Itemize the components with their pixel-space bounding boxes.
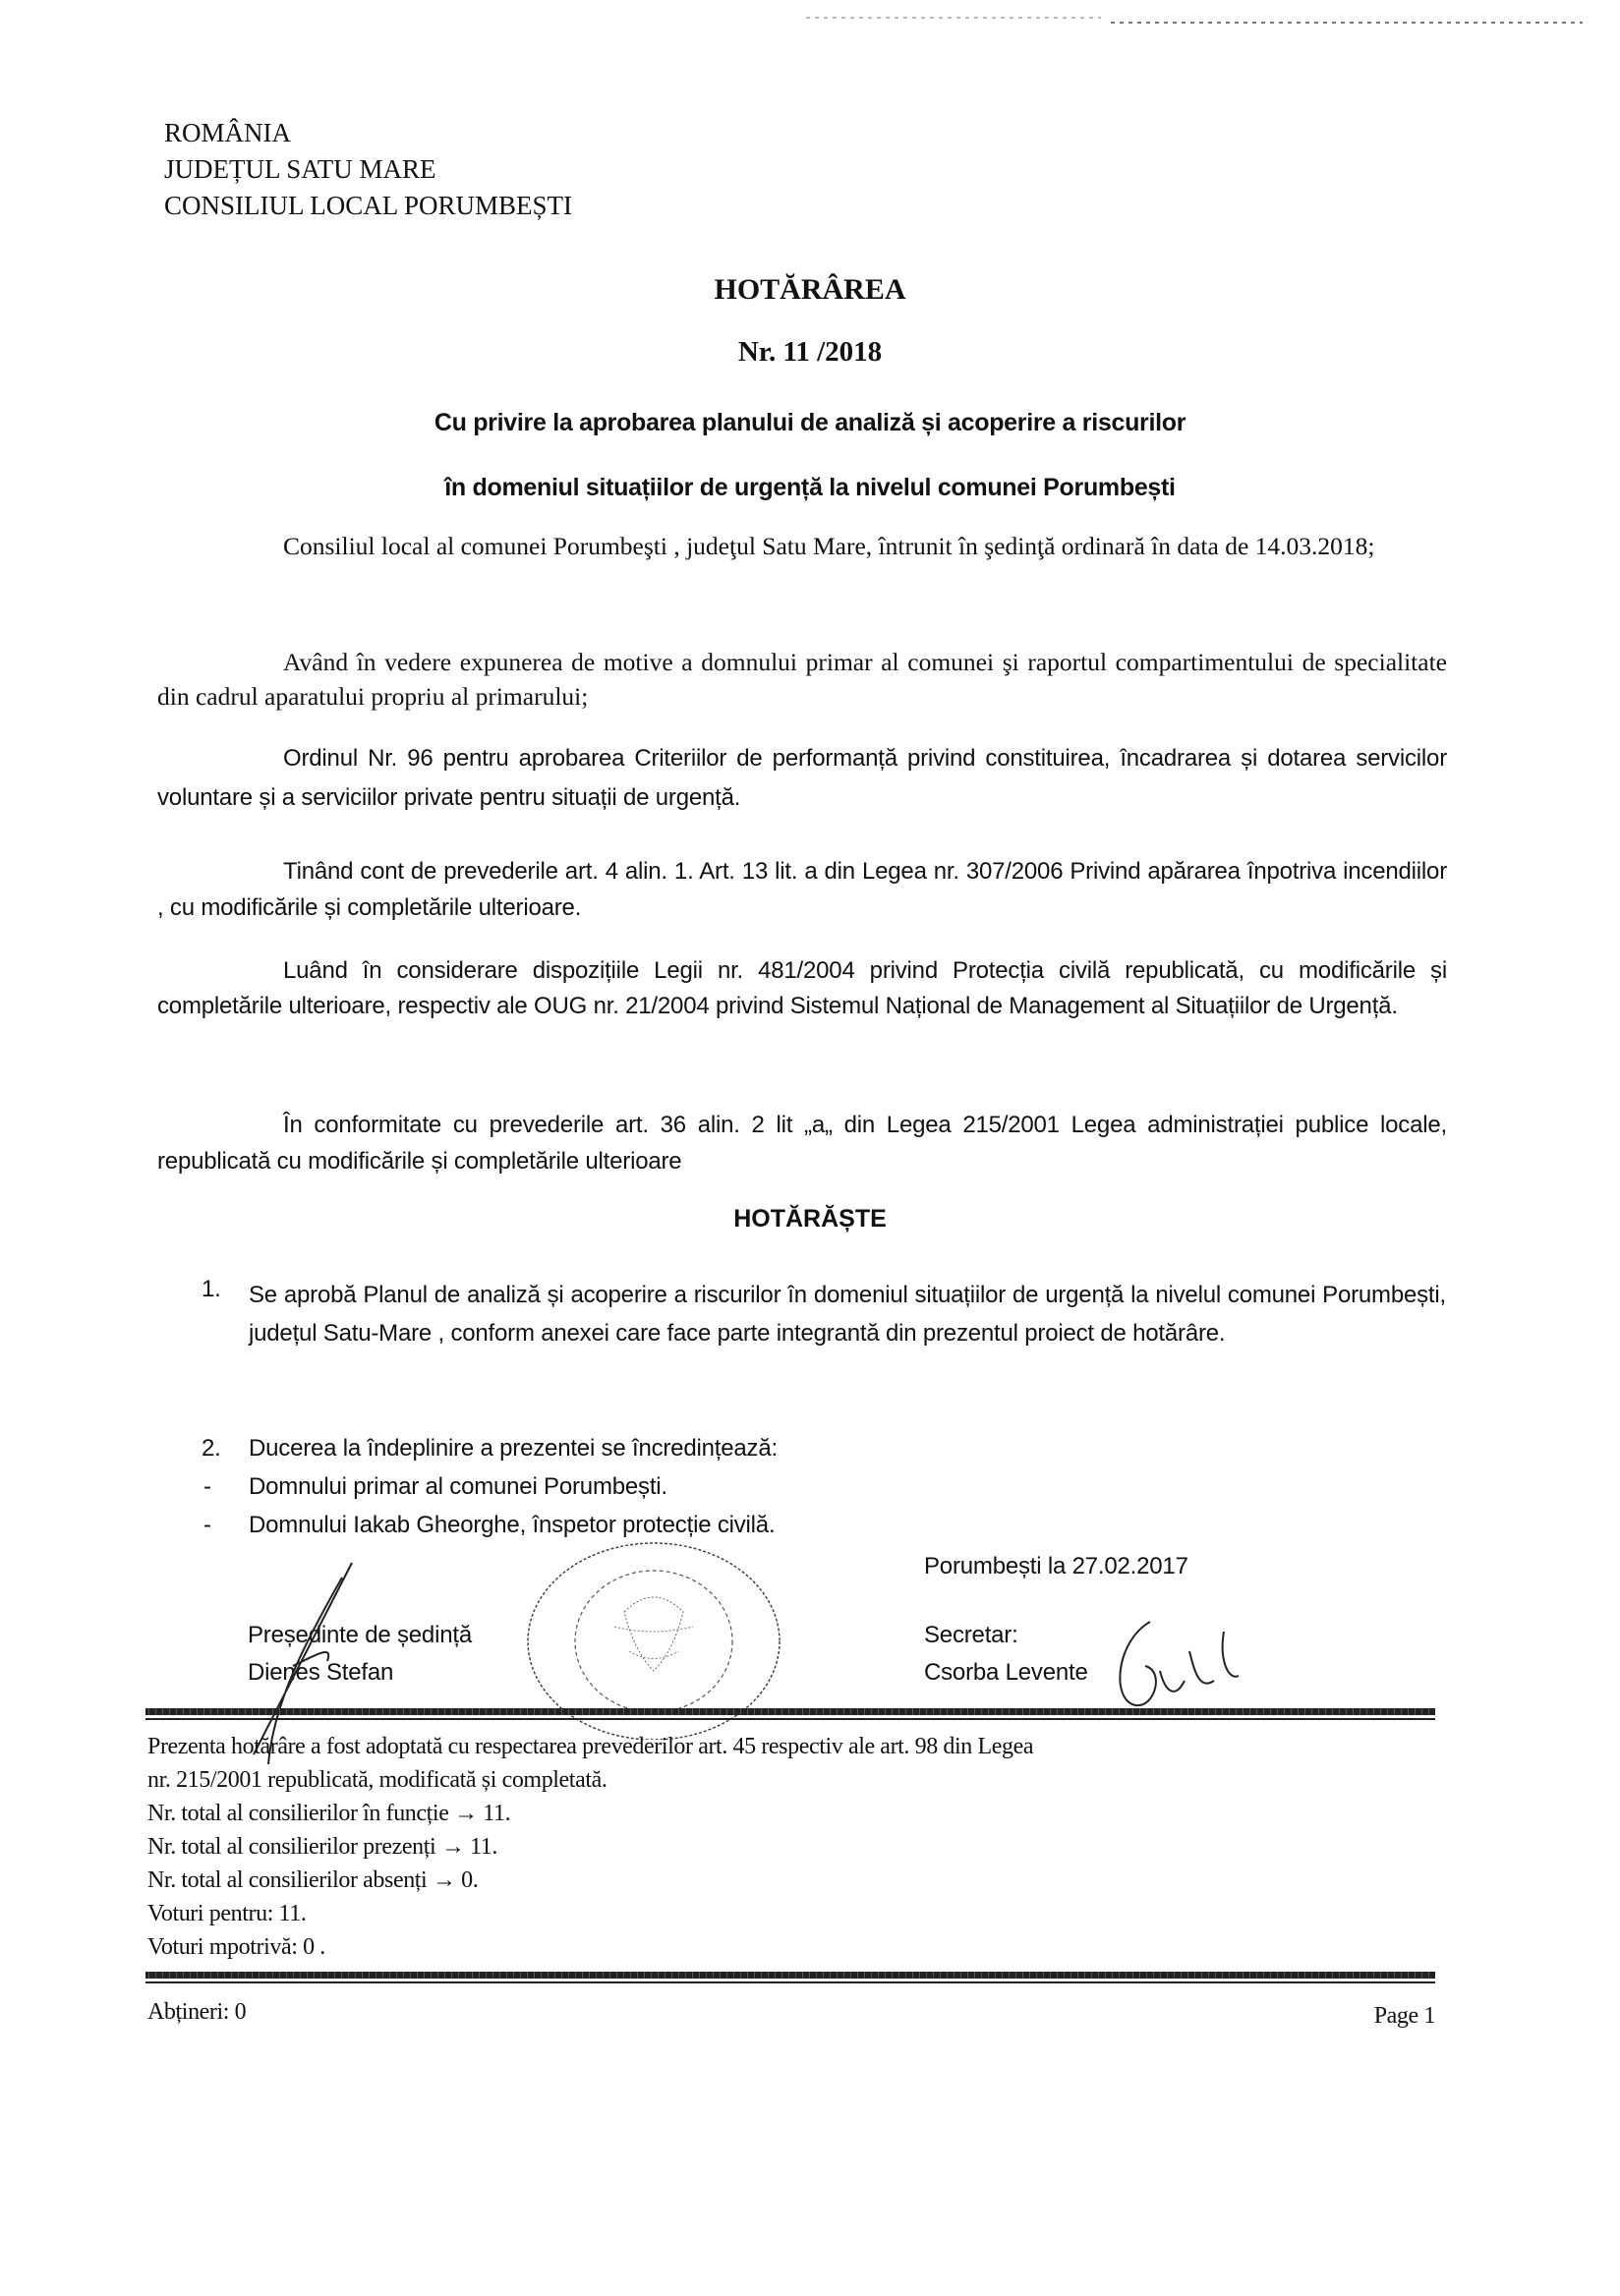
document-subtitle-line2: în domeniul situațiilor de urgență la nivelul comunei Porumbești	[444, 474, 1176, 501]
decision-item-number: 1.	[202, 1276, 221, 1302]
abstentions: Abțineri: 0	[147, 1999, 247, 2025]
decision-item-number: 2.	[202, 1435, 221, 1462]
decision-heading: HOTĂRĂȘTE	[733, 1205, 887, 1233]
scan-artifact	[806, 17, 1101, 19]
decision-item: Ducerea la îndeplinire a prezentei se încredințează:	[249, 1435, 778, 1462]
preamble-paragraph: Ordinul Nr. 96 pentru aprobarea Criteriilor de performanță privind constituirea, încadrarea și dotarea servicilor voluntare și a serviciilor private pentru situații de urgență.	[157, 745, 1447, 811]
section-divider	[145, 1708, 1435, 1720]
bullet-item: Domnului Iakab Gheorghe, înspetor protecție civilă.	[249, 1512, 776, 1538]
arrow-icon: →	[454, 1801, 478, 1826]
header-country: ROMÂNIA	[164, 118, 292, 147]
stat-line: Nr. total al consilierilor prezenți → 11.	[147, 1834, 497, 1860]
arrow-icon: →	[432, 1867, 456, 1893]
secretary-name: Csorba Levente	[924, 1659, 1088, 1686]
secretary-signature-icon	[1106, 1612, 1244, 1720]
secretary-role: Secretar:	[924, 1622, 1018, 1648]
votes-for: Voturi pentru: 11.	[147, 1901, 307, 1926]
preamble-paragraph: Având în vedere expunerea de motive a domnului primar al comunei şi raportul compartimentului de specialitate din cadrul aparatului propriu al primarului;	[157, 648, 1447, 711]
header-council: CONSILIUL LOCAL PORUMBEȘTI	[164, 191, 573, 220]
place-date: Porumbești la 27.02.2017	[924, 1553, 1188, 1579]
president-name: Dienes Stefan	[248, 1659, 394, 1686]
adoption-statement: nr. 215/2001 republicată, modificată și completată.	[147, 1767, 608, 1793]
header-county: JUDEȚUL SATU MARE	[164, 154, 436, 184]
decision-item: Se aprobă Planul de analiză și acoperire a riscurilor în domeniul situațiilor de urgență la nivelul comunei Porumbești, județul Satu-Mare , conform anexei care face parte integrantă din prezentul proiect de hotărâre.	[249, 1282, 1446, 1347]
president-role: Președinte de ședință	[248, 1622, 472, 1648]
votes-against: Voturi mpotrivă: 0 .	[147, 1934, 325, 1960]
preamble-paragraph: În conformitate cu prevederile art. 36 alin. 2 lit „a„ din Legea 215/2001 Legea administrației publice locale, republicată cu modificările și completările ulterioare	[157, 1112, 1447, 1175]
document-subtitle-line1: Cu privire la aprobarea planului de analiză și acoperire a riscurilor	[434, 409, 1186, 436]
preamble-paragraph: Consiliul local al comunei Porumbeşti , judeţul Satu Mare, întrunit în şedinţă ordinară în data de 14.03.2018;	[283, 532, 1375, 560]
adoption-statement: Prezenta hotărâre a fost adoptată cu respectarea prevederilor art. 45 respectiv ale art. 98 din Legea	[147, 1734, 1034, 1759]
scan-artifact	[1111, 22, 1583, 24]
preamble-paragraph: Tinând cont de prevederile art. 4 alin. 1. Art. 13 lit. a din Legea nr. 307/2006 Privind apărarea înpotriva incendiilor , cu modificările și completările ulterioare.	[157, 858, 1447, 921]
page-number: Page 1	[1373, 2003, 1435, 2029]
bullet-marker: -	[203, 1473, 211, 1500]
arrow-icon: →	[440, 1834, 465, 1860]
footer-divider	[145, 1972, 1435, 1983]
preamble-paragraph: Luând în considerare dispozițiile Legii nr. 481/2004 privind Protecția civilă republicată, cu modificările și completările ulterioare, respectiv ale OUG nr. 21/2004 privind Sistemul Național de Management al Situațiilor de Urgență.	[157, 957, 1447, 1019]
bullet-item: Domnului primar al comunei Porumbești.	[249, 1473, 667, 1500]
stat-line: Nr. total al consilierilor absenți → 0.	[147, 1867, 479, 1893]
bullet-marker: -	[203, 1512, 211, 1538]
document-title: HOTĂRÂREA	[714, 273, 906, 306]
document-number: Nr. 11 /2018	[737, 336, 883, 368]
stat-line: Nr. total al consilierilor în funcție → 11.	[147, 1801, 511, 1826]
